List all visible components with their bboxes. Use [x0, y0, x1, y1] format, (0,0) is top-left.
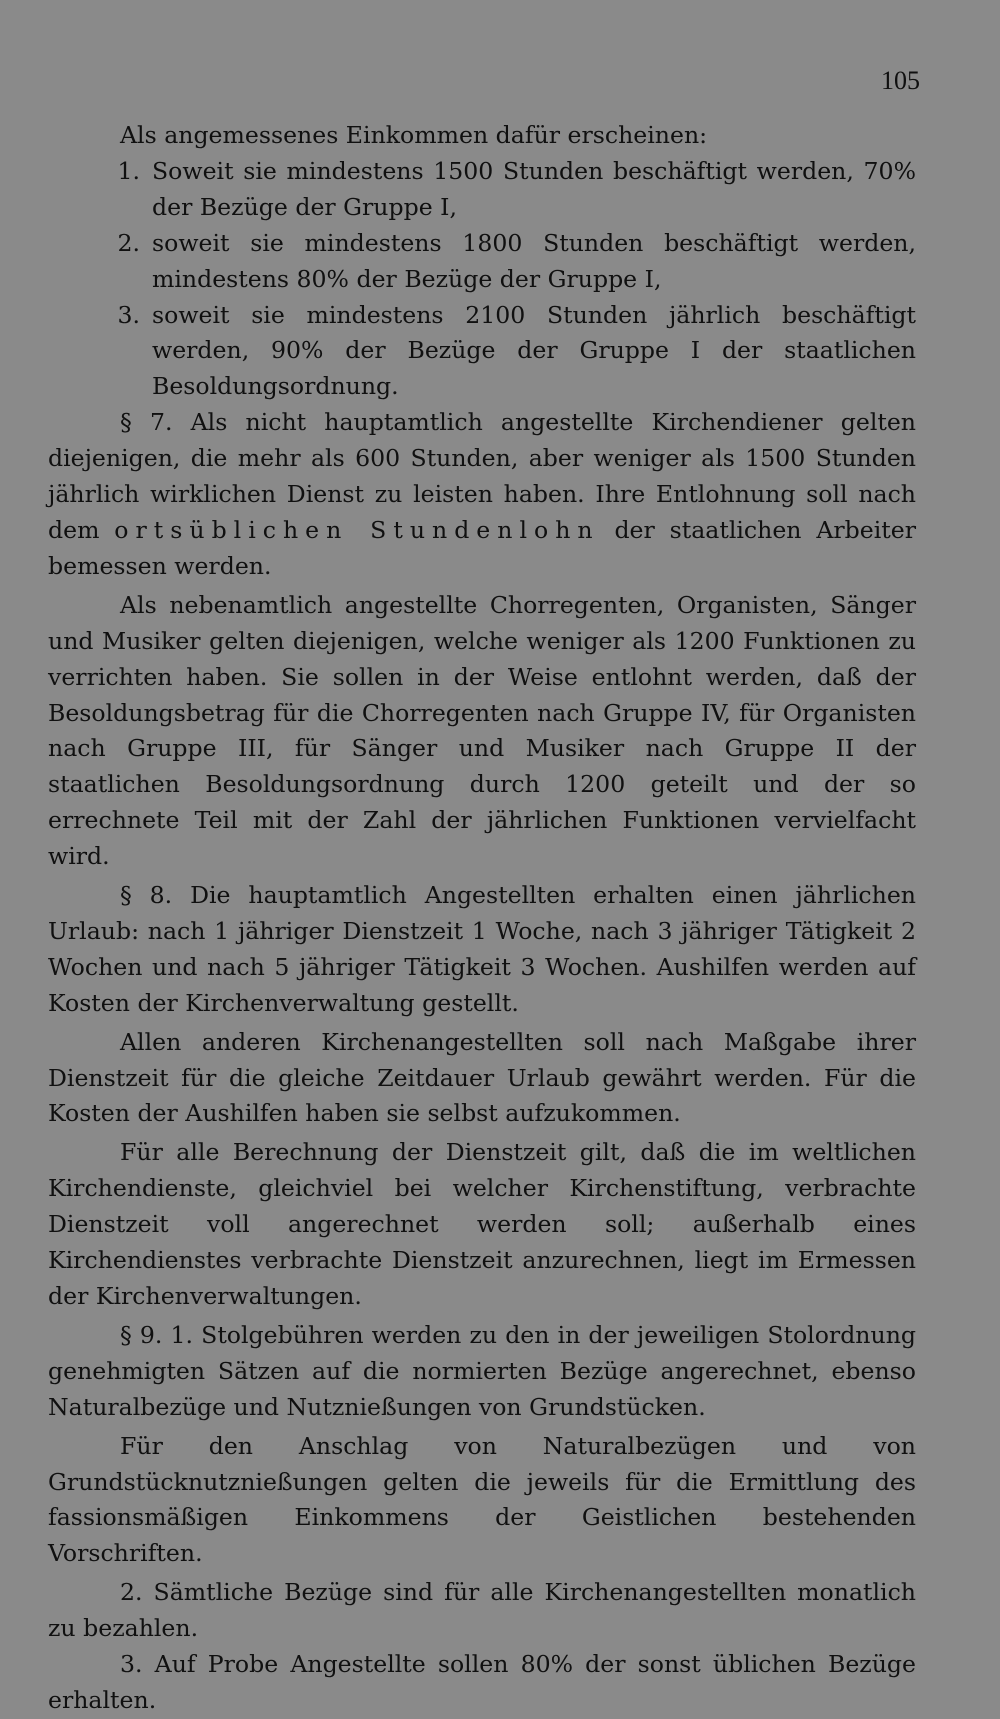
list-item-number: 3. [117, 300, 140, 329]
list-item [48, 298, 916, 406]
section-9-paragraph-4: 3. Auf Probe Angestellte sollen 80% der sonst üblichen Bezüge erhalten. [48, 1650, 916, 1714]
section-8-paragraph-1: § 8. Die hauptamtlich Angestellten erhalten einen jährlichen Urlaub: nach 1 jähriger Dienstzeit 1 Woche, nach 3 jähriger Tätigkeit 2 Wochen und nach 5 jähriger Tätigkeit 3 Wochen. Aushilfen werden auf Kosten der Kirchenverwaltung gestellt. [48, 881, 916, 1017]
list-item-number: 1. [117, 156, 140, 185]
list-item [48, 154, 916, 226]
list-item-text: Soweit sie mindestens 1500 Stunden beschäftigt werden, 70% der Bezüge der Gruppe I, [152, 156, 916, 221]
intro-paragraph: Als angemessenes Einkommen dafür erscheinen: [120, 121, 708, 149]
section-8-paragraph-2: Allen anderen Kirchenangestellten soll nach Maßgabe ihrer Dienstzeit für die gleiche Zeitdauer Urlaub gewährt werden. Für die Kosten der Aushilfen haben sie selbst aufzukommen. [48, 1027, 916, 1128]
section-7-paragraph-2: Als nebenamtlich angestellte Chorregenten, Organisten, Sänger und Musiker gelten diejenigen, welche weniger als 1200 Funktionen zu verrichten haben. Sie sollen in der Weise entlohnt werden, daß der Besoldungsbetrag für die Chorregenten nach Gruppe IV, für Organisten nach Gruppe III, für Sänger und Musiker nach Gruppe II der staatlichen Besoldungsordnung durch 1200 geteilt und der so errechnete Teil mit der Zahl der jährlichen Funktionen vervielfacht wird. [48, 590, 916, 871]
section-7-text-b: der staatlichen Arbeiter bemessen werden. [48, 515, 916, 580]
section-9-paragraph-2: Für den Anschlag von Naturalbezügen und von Grundstücknutznießungen gelten die jeweils für die Ermittlung des fassionsmäßigen Einkommens der Geistlichen bestehenden Vorschriften. [48, 1431, 916, 1568]
page-body [48, 118, 916, 1719]
section-7-text-a: § 7. Als nicht hauptamtlich angestellte Kirchendiener gelten diejenigen, die mehr als 600 Stunden, aber weniger als 1500 Stunden jährlich wirklichen Dienst zu leisten haben. Ihre Entlohnung soll nach dem [48, 408, 916, 544]
list-item-number: 2. [117, 228, 140, 257]
section-9-paragraph-1: § 9. 1. Stolgebühren werden zu den in der jeweiligen Stolordnung genehmigten Sätzen auf die normierten Bezüge angerechnet, ebenso Naturalbezüge und Nutznießungen von Grundstücken. [48, 1320, 916, 1421]
section-7-paragraph-1 [48, 405, 916, 585]
list-item-text: soweit sie mindestens 1800 Stunden beschäftigt werden, mindestens 80% der Bezüge der Gruppe I, [152, 228, 916, 293]
list-item-text: soweit sie mindestens 2100 Stunden jährlich beschäftigt werden, 90% der Bezüge der Gruppe I der staatlichen Besoldungsordnung. [152, 300, 916, 401]
section-7-emphasis: ortsüblichen Stundenlohn [114, 515, 600, 544]
section-8-paragraph-3: Für alle Berechnung der Dienstzeit gilt, daß die im weltlichen Kirchendienste, gleichviel bei welcher Kirchenstiftung, verbrachte Dienstzeit voll angerechnet werden soll; außerhalb eines Kirchendienstes verbrachte Dienstzeit anzurechnen, liegt im Ermessen der Kirchenverwaltungen. [48, 1138, 916, 1310]
list-item [48, 226, 916, 298]
section-9-paragraph-3: 2. Sämtliche Bezüge sind für alle Kirchenangestellten monatlich zu bezahlen. [48, 1578, 916, 1643]
page-number: 105 [881, 66, 920, 95]
